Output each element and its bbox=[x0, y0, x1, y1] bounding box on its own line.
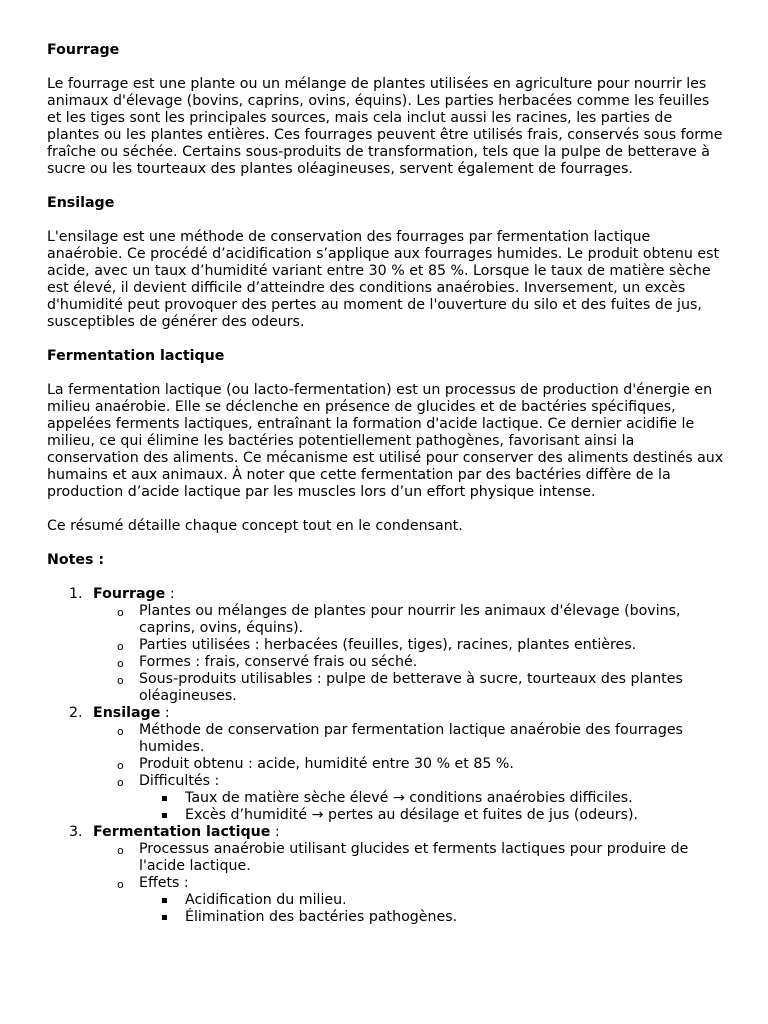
list-number: 1. bbox=[69, 586, 83, 602]
notes-item-suffix: : bbox=[160, 705, 170, 721]
notes-subsublist bbox=[139, 892, 728, 926]
notes-item-label: Fourrage bbox=[93, 586, 166, 602]
list-number: 3. bbox=[69, 824, 83, 840]
circle-bullet-icon: o bbox=[117, 759, 124, 772]
notes-title: Notes : bbox=[47, 552, 105, 568]
notes-subsublist bbox=[139, 790, 728, 824]
list-item: o Plantes ou mélanges de plantes pour nourrir les animaux d'élevage (bovins, caprins, ovins, équins). bbox=[117, 603, 681, 636]
circle-bullet-icon: o bbox=[117, 844, 124, 857]
square-bullet-icon bbox=[162, 796, 167, 801]
notes-item-ensilage bbox=[47, 705, 728, 824]
notes-item-fermentation bbox=[47, 824, 728, 926]
notes-sublist bbox=[93, 841, 728, 926]
list-item: o Sous-produits utilisables : pulpe de betterave à sucre, tourteaux des plantes oléagineuses. bbox=[117, 671, 683, 704]
square-bullet-icon bbox=[162, 813, 167, 818]
notes-item-suffix: : bbox=[270, 824, 280, 840]
list-item: Acidification du milieu. bbox=[139, 892, 728, 909]
circle-bullet-icon: o bbox=[117, 640, 124, 653]
notes-item-suffix: : bbox=[165, 586, 175, 602]
section-title-fourrage: Fourrage bbox=[47, 42, 120, 58]
list-item: o Parties utilisées : herbacées (feuilles, tiges), racines, plantes entières. bbox=[117, 637, 637, 653]
list-item: o Processus anaérobie utilisant glucides et ferments lactiques pour produire de l'acide lactique. bbox=[117, 841, 689, 874]
list-item: Élimination des bactéries pathogènes. bbox=[139, 909, 728, 926]
square-bullet-icon bbox=[162, 898, 167, 903]
circle-bullet-icon: o bbox=[117, 657, 124, 670]
notes-sublist bbox=[93, 603, 728, 705]
list-item: o Formes : frais, conservé frais ou séché. bbox=[117, 654, 418, 670]
list-item: Excès d’humidité → pertes au désilage et fuites de jus (odeurs). bbox=[139, 807, 728, 824]
circle-bullet-icon: o bbox=[117, 606, 124, 619]
square-bullet-icon bbox=[162, 915, 167, 920]
list-number: 2. bbox=[69, 705, 83, 721]
list-item: o Méthode de conservation par fermentation lactique anaérobie des fourrages humides. bbox=[117, 722, 683, 755]
section-text-fourrage: Le fourrage est une plante ou un mélange de plantes utilisées en agriculture pour nourrir les animaux d'élevage (bovins, caprins, ovins, équins). Les parties herbacées comme les feuilles et les tiges sont les principales sources, mais cela inclut aussi les racines, les parties de plantes ou les plantes entières. Ces fourrages peuvent être utilisés frais, conservés sous forme fraîche ou séchée. Certains sous-produits de transformation, tels que la pulpe de betterave à sucre ou les tourteaux des plantes oléagineuses, servent également de fourrages. bbox=[47, 76, 723, 177]
notes-sublist bbox=[93, 722, 728, 824]
circle-bullet-icon: o bbox=[117, 878, 124, 891]
list-item: o Produit obtenu : acide, humidité entre 30 % et 85 %. bbox=[117, 756, 514, 772]
list-item: o Difficultés : Taux de matière sèche élevé → conditions anaérobies difficiles. Excès d’humidité → pertes au désilage et fuites de jus (odeurs). bbox=[93, 773, 728, 824]
notes-item-label: Fermentation lactique bbox=[93, 824, 271, 840]
summary-text: Ce résumé détaille chaque concept tout en le condensant. bbox=[47, 518, 463, 534]
section-text-fermentation: La fermentation lactique (ou lacto-fermentation) est un processus de production d'énergie en milieu anaérobie. Elle se déclenche en présence de glucides et de bactéries spécifiques, appelées ferments lactiques, entraînant la formation d'acide lactique. Ce dernier acidifie le milieu, ce qui élimine les bactéries potentiellement pathogènes, favorisant ainsi la conservation des aliments. Ce mécanisme est utilisé pour conserver des aliments destinés aux humains et aux animaux. À noter que cette fermentation par des bactéries diffère de la production d’acide lactique par les muscles lors d’un effort physique intense. bbox=[47, 382, 724, 500]
circle-bullet-icon: o bbox=[117, 674, 124, 687]
circle-bullet-icon: o bbox=[117, 776, 124, 789]
notes-item-label: Ensilage bbox=[93, 705, 161, 721]
list-item: Taux de matière sèche élevé → conditions anaérobies difficiles. bbox=[139, 790, 728, 807]
section-title-fermentation: Fermentation lactique bbox=[47, 348, 225, 364]
notes-item-fourrage bbox=[47, 586, 728, 705]
section-text-ensilage: L'ensilage est une méthode de conservation des fourrages par fermentation lactique anaérobie. Ce procédé d’acidification s’applique aux fourrages humides. Le produit obtenu est acide, avec un taux d’humidité variant entre 30 % et 85 %. Lorsque le taux de matière sèche est élevé, il devient difficile d’atteindre des conditions anaérobies. Inversement, un excès d'humidité peut provoquer des pertes au moment de l'ouverture du silo et des fuites de jus, susceptibles de générer des odeurs. bbox=[47, 229, 720, 330]
circle-bullet-icon: o bbox=[117, 725, 124, 738]
list-item: o Effets : Acidification du milieu. Élimination des bactéries pathogènes. bbox=[93, 875, 728, 926]
section-title-ensilage: Ensilage bbox=[47, 195, 115, 211]
notes-list bbox=[47, 586, 728, 926]
